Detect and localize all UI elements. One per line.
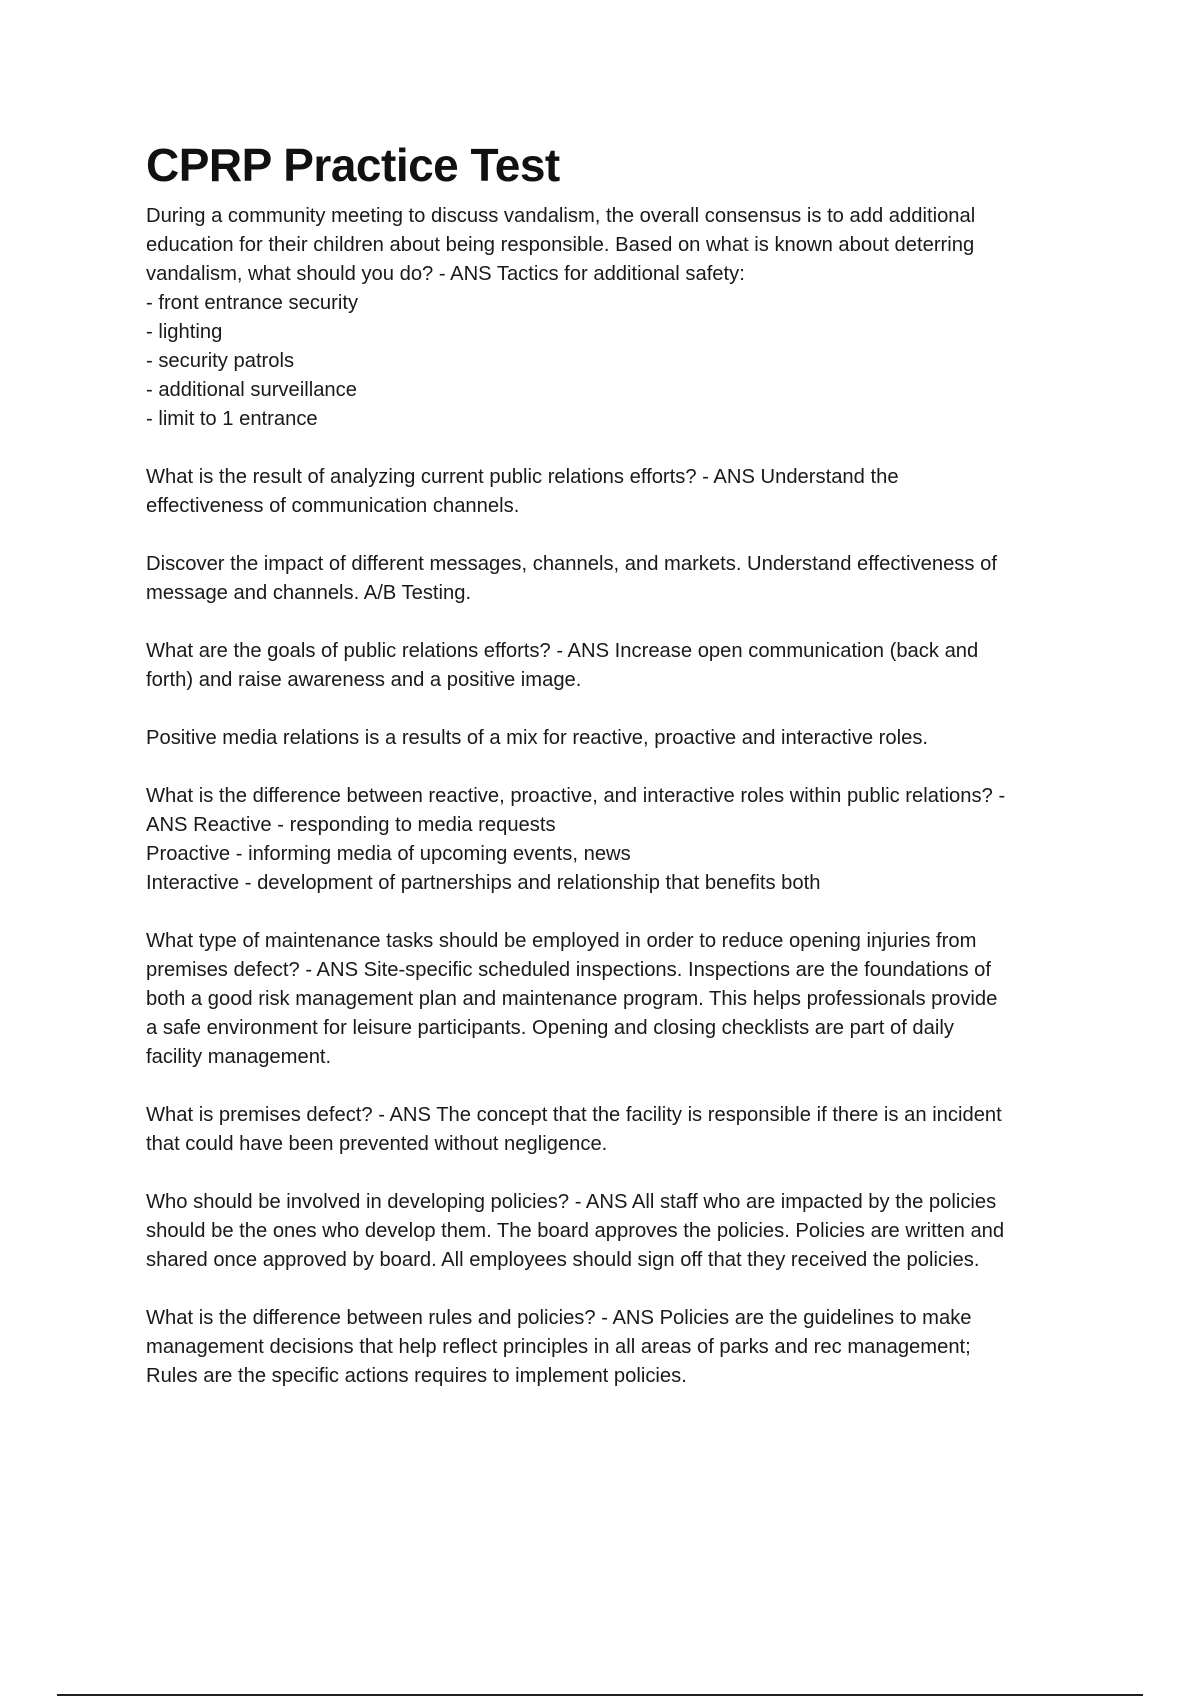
text-line: premises defect? - ANS Site-specific scheduled inspections. Inspections are the foundations of [146,959,991,981]
qa-paragraph [146,637,1096,695]
qa-paragraph [146,1304,1096,1391]
qa-paragraph [146,550,1096,608]
qa-blocks [146,202,1096,1391]
text-line: should be the ones who develop them. The board approves the policies. Policies are written and [146,1220,1005,1242]
qa-paragraph [146,463,1096,521]
document-page [146,139,1096,1420]
qa-paragraph [146,1101,1096,1159]
text-line: Rules are the specific actions requires to implement policies. [146,1365,687,1387]
text-line: What is premises defect? - ANS The concept that the facility is responsible if there is an incident [146,1104,1002,1126]
qa-paragraph [146,202,1096,434]
text-line: Interactive - development of partnerships and relationship that benefits both [146,872,821,894]
text-line: ANS Reactive - responding to media requests [146,814,556,836]
text-line: What is the result of analyzing current public relations efforts? - ANS Understand the [146,466,899,488]
text-line: - security patrols [146,350,295,372]
text-line: - limit to 1 entrance [146,408,318,430]
text-line: forth) and raise awareness and a positive image. [146,669,582,691]
text-line: Discover the impact of different messages, channels, and markets. Understand effectiveness of [146,553,997,575]
text-line: During a community meeting to discuss vandalism, the overall consensus is to add additional [146,205,976,227]
text-line: - lighting [146,321,223,343]
text-line: education for their children about being responsible. Based on what is known about deterring [146,234,975,256]
text-line: Who should be involved in developing policies? - ANS All staff who are impacted by the policies [146,1191,997,1213]
text-line: - front entrance security [146,292,359,314]
text-line: effectiveness of communication channels. [146,495,520,517]
text-line: shared once approved by board. All employees should sign off that they received the policies. [146,1249,980,1271]
qa-paragraph [146,1188,1096,1275]
text-line: a safe environment for leisure participants. Opening and closing checklists are part of daily [146,1017,954,1039]
text-line: message and channels. A/B Testing. [146,582,472,604]
document-title: CPRP Practice Test [146,139,560,191]
text-line: What is the difference between reactive, proactive, and interactive roles within public relations? - [146,785,1006,807]
text-line: What is the difference between rules and policies? - ANS Policies are the guidelines to make [146,1307,972,1329]
footer-divider [57,1694,1143,1696]
text-line: What type of maintenance tasks should be employed in order to reduce opening injuries from [146,930,977,952]
qa-paragraph [146,782,1096,898]
text-line: facility management. [146,1046,332,1068]
text-line: both a good risk management plan and maintenance program. This helps professionals provide [146,988,998,1010]
text-line: Proactive - informing media of upcoming events, news [146,843,631,865]
text-line: - additional surveillance [146,379,357,401]
qa-paragraph [146,724,1096,753]
qa-paragraph [146,927,1096,1072]
text-line: that could have been prevented without negligence. [146,1133,608,1155]
text-line: What are the goals of public relations efforts? - ANS Increase open communication (back and [146,640,979,662]
text-line: vandalism, what should you do? - ANS Tactics for additional safety: [146,263,745,285]
text-line: Positive media relations is a results of a mix for reactive, proactive and interactive roles. [146,727,929,749]
text-line: management decisions that help reflect principles in all areas of parks and rec management; [146,1336,971,1358]
